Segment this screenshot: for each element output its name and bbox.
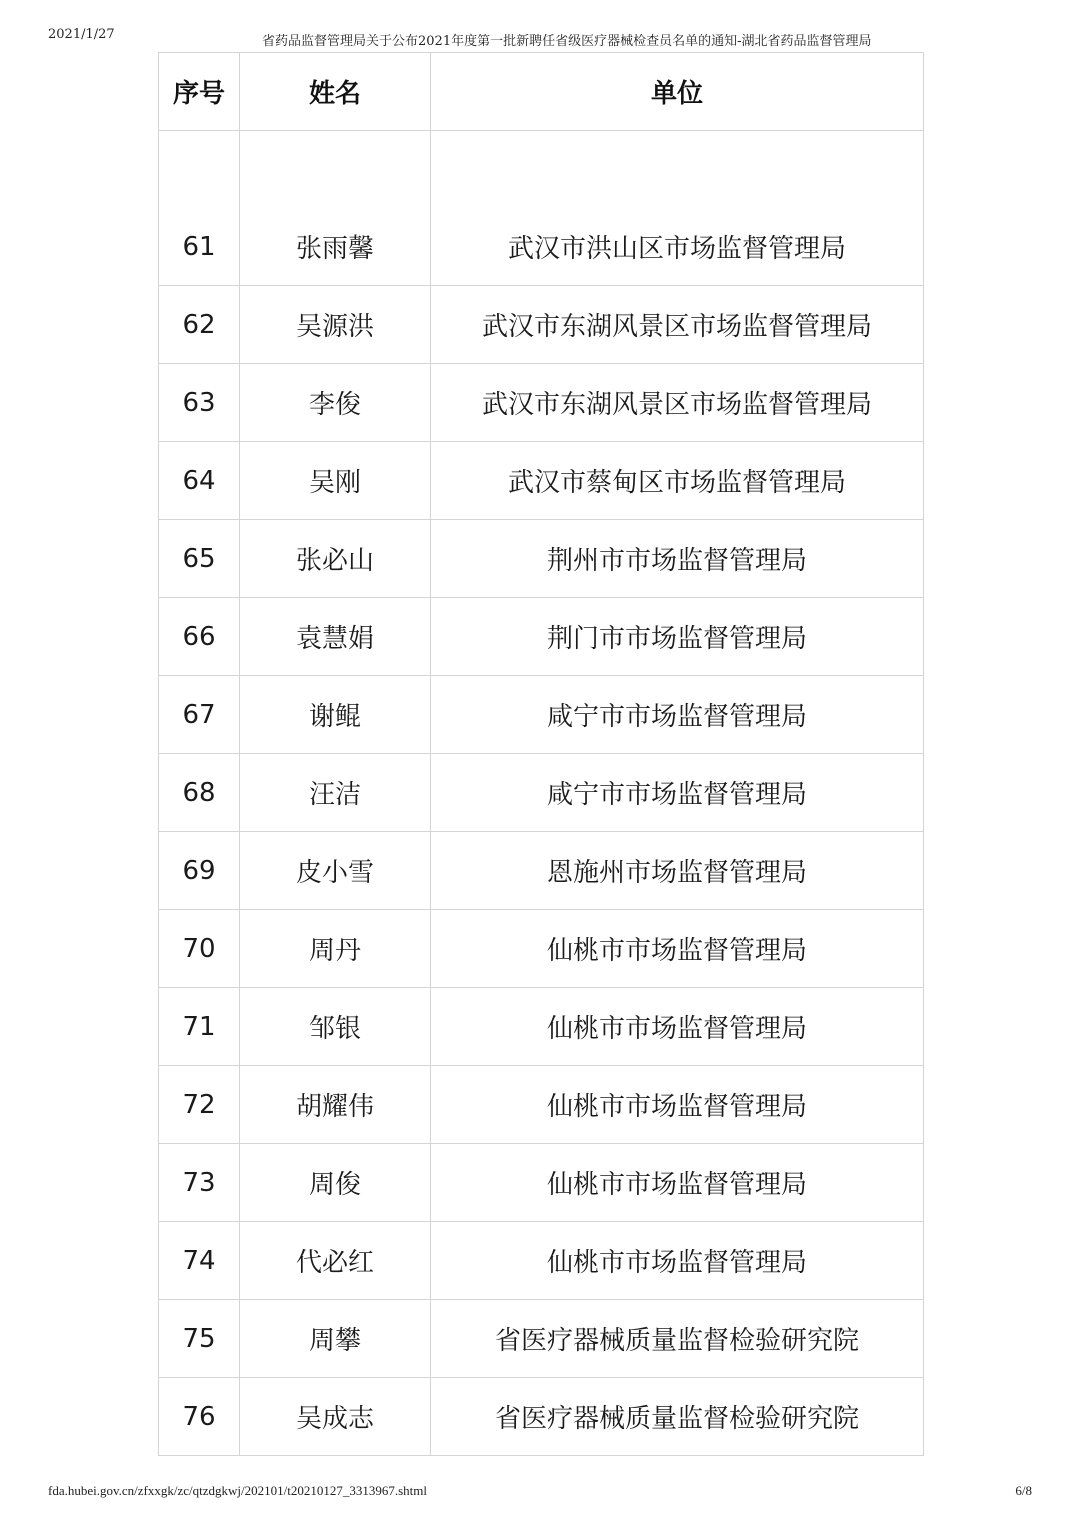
table-row <box>159 988 924 1066</box>
row-number: 73 <box>159 1144 240 1222</box>
row-unit: 省医疗器械质量监督检验研究院 <box>431 1378 924 1456</box>
print-date: 2021/1/27 <box>48 27 115 42</box>
column-header-number: 序号 <box>159 53 240 131</box>
row-name: 代必红 <box>240 1222 431 1300</box>
row-name: 胡耀伟 <box>240 1066 431 1144</box>
row-number: 66 <box>159 598 240 676</box>
row-number: 70 <box>159 910 240 988</box>
inspector-roster-table <box>158 52 924 1456</box>
row-number: 62 <box>159 286 240 364</box>
column-header-unit: 单位 <box>431 53 924 131</box>
row-number: 74 <box>159 1222 240 1300</box>
row-unit: 武汉市东湖风景区市场监督管理局 <box>431 364 924 442</box>
print-page-number: 6/8 <box>1015 1483 1032 1498</box>
row-number: 67 <box>159 676 240 754</box>
row-name: 谢鲲 <box>240 676 431 754</box>
table-row <box>159 286 924 364</box>
row-unit: 仙桃市市场监督管理局 <box>431 1222 924 1300</box>
row-unit: 仙桃市市场监督管理局 <box>431 1144 924 1222</box>
row-number: 72 <box>159 1066 240 1144</box>
row-unit: 仙桃市市场监督管理局 <box>431 910 924 988</box>
table-row <box>159 754 924 832</box>
row-number: 61 <box>159 208 240 286</box>
row-unit: 咸宁市市场监督管理局 <box>431 676 924 754</box>
row-unit: 仙桃市市场监督管理局 <box>431 988 924 1066</box>
row-unit: 武汉市东湖风景区市场监督管理局 <box>431 286 924 364</box>
row-number: 69 <box>159 832 240 910</box>
print-page-title: 省药品监督管理局关于公布2021年度第一批新聘任省级医疗器械检查员名单的通知-湖北省药品监督管理局 <box>262 34 872 49</box>
table-spacer-row <box>159 131 924 209</box>
table-row <box>159 832 924 910</box>
row-name: 邹银 <box>240 988 431 1066</box>
row-name: 皮小雪 <box>240 832 431 910</box>
table-row <box>159 364 924 442</box>
row-unit: 荆州市市场监督管理局 <box>431 520 924 598</box>
row-unit: 恩施州市场监督管理局 <box>431 832 924 910</box>
row-name: 周攀 <box>240 1300 431 1378</box>
row-unit: 咸宁市市场监督管理局 <box>431 754 924 832</box>
row-number: 76 <box>159 1378 240 1456</box>
table-row <box>159 910 924 988</box>
row-name: 吴刚 <box>240 442 431 520</box>
table-row <box>159 1066 924 1144</box>
row-unit: 仙桃市市场监督管理局 <box>431 1066 924 1144</box>
table-row <box>159 598 924 676</box>
table-body <box>159 131 924 1456</box>
row-number: 65 <box>159 520 240 598</box>
row-number: 64 <box>159 442 240 520</box>
row-unit: 荆门市市场监督管理局 <box>431 598 924 676</box>
row-name: 张雨馨 <box>240 208 431 286</box>
table-row <box>159 1222 924 1300</box>
row-unit: 武汉市洪山区市场监督管理局 <box>431 208 924 286</box>
row-name: 周丹 <box>240 910 431 988</box>
row-name: 汪洁 <box>240 754 431 832</box>
row-number: 68 <box>159 754 240 832</box>
row-name: 吴源洪 <box>240 286 431 364</box>
row-name: 张必山 <box>240 520 431 598</box>
print-footer-url: fda.hubei.gov.cn/zfxxgk/zc/qtzdgkwj/202101/t20210127_3313967.shtml <box>48 1483 427 1498</box>
table-row <box>159 520 924 598</box>
column-header-name: 姓名 <box>240 53 431 131</box>
row-number: 63 <box>159 364 240 442</box>
row-name: 吴成志 <box>240 1378 431 1456</box>
table-row <box>159 676 924 754</box>
row-name: 袁慧娟 <box>240 598 431 676</box>
row-unit: 武汉市蔡甸区市场监督管理局 <box>431 442 924 520</box>
row-name: 李俊 <box>240 364 431 442</box>
row-unit: 省医疗器械质量监督检验研究院 <box>431 1300 924 1378</box>
table-row <box>159 442 924 520</box>
table-row <box>159 208 924 286</box>
table-row <box>159 1300 924 1378</box>
row-name: 周俊 <box>240 1144 431 1222</box>
row-number: 75 <box>159 1300 240 1378</box>
table-row <box>159 1144 924 1222</box>
row-number: 71 <box>159 988 240 1066</box>
table-row <box>159 1378 924 1456</box>
table-header-row <box>159 53 924 131</box>
